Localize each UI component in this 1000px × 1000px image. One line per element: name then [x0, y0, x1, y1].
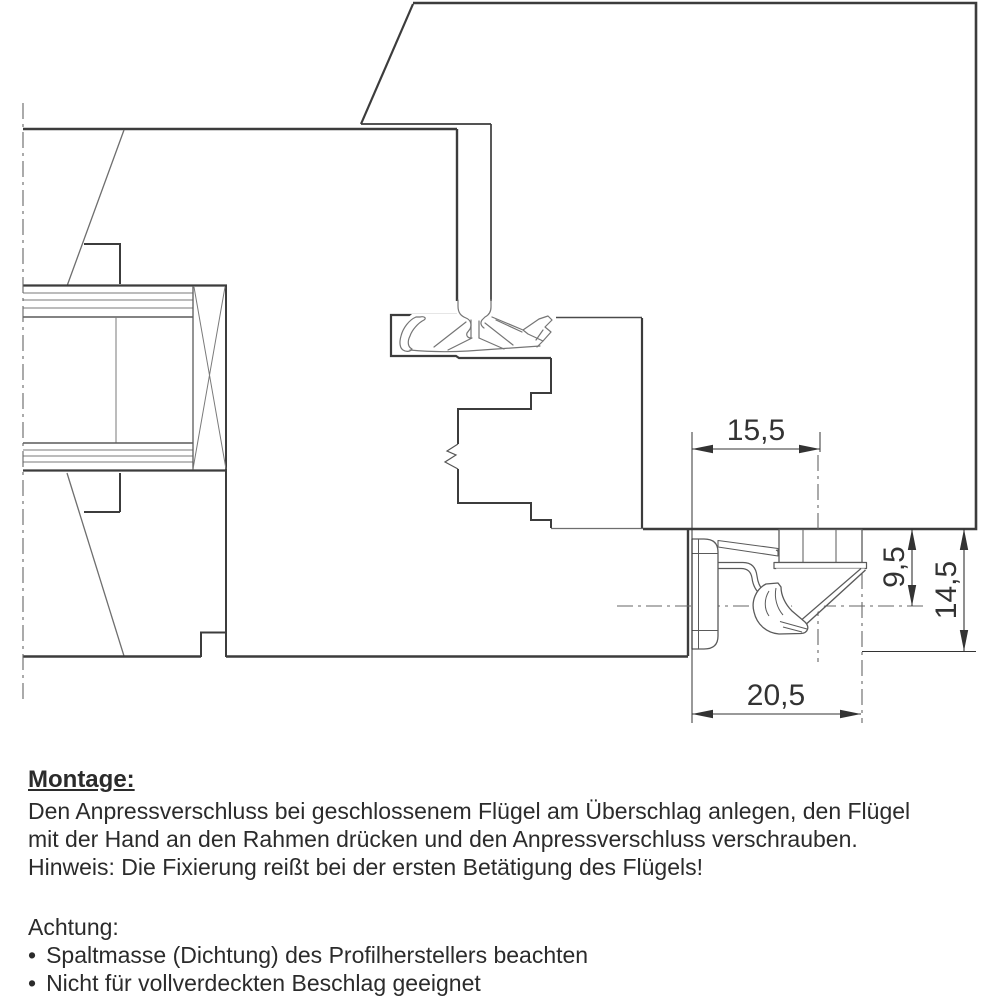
- clamp-jaw: [692, 539, 718, 649]
- montage-line-1: Den Anpressverschluss bei geschlossenem Flügel am Überschlag anlegen, den Flügel: [28, 798, 911, 824]
- achtung-item-1: • Spaltmasse (Dichtung) des Profilherstellers beachten: [28, 942, 589, 968]
- achtung-heading: Achtung:: [28, 914, 119, 940]
- spacer-cross-hatch: [193, 287, 226, 469]
- dim-label-top-width: 15,5: [726, 414, 786, 447]
- glass-unit: [23, 286, 227, 658]
- gasket-seal: [397, 300, 556, 353]
- dim-label-height-large: 14,5: [930, 560, 963, 620]
- montage-line-3: Hinweis: Die Fixierung reißt bei der ersten Betätigung des Flügels!: [28, 854, 703, 880]
- montage-heading: Montage:: [28, 766, 135, 793]
- break-symbol: [445, 444, 458, 469]
- bullet-icon: •: [28, 970, 37, 996]
- pressure-lock-fitting: [692, 530, 867, 650]
- dim-label-bottom-width: 20,5: [746, 679, 806, 712]
- bullet-icon: •: [28, 942, 37, 968]
- dim-label-height-small: 9,5: [878, 546, 911, 588]
- sash-profile: [23, 129, 688, 657]
- frame-profile: [361, 3, 976, 529]
- achtung-item-2: • Nicht für vollverdeckten Beschlag geeignet: [28, 970, 481, 996]
- fixing-arm: [718, 541, 778, 557]
- montage-line-2: mit der Hand an den Rahmen drücken und den Anpressverschluss verschrauben.: [28, 826, 858, 852]
- screw-housing: [779, 530, 862, 563]
